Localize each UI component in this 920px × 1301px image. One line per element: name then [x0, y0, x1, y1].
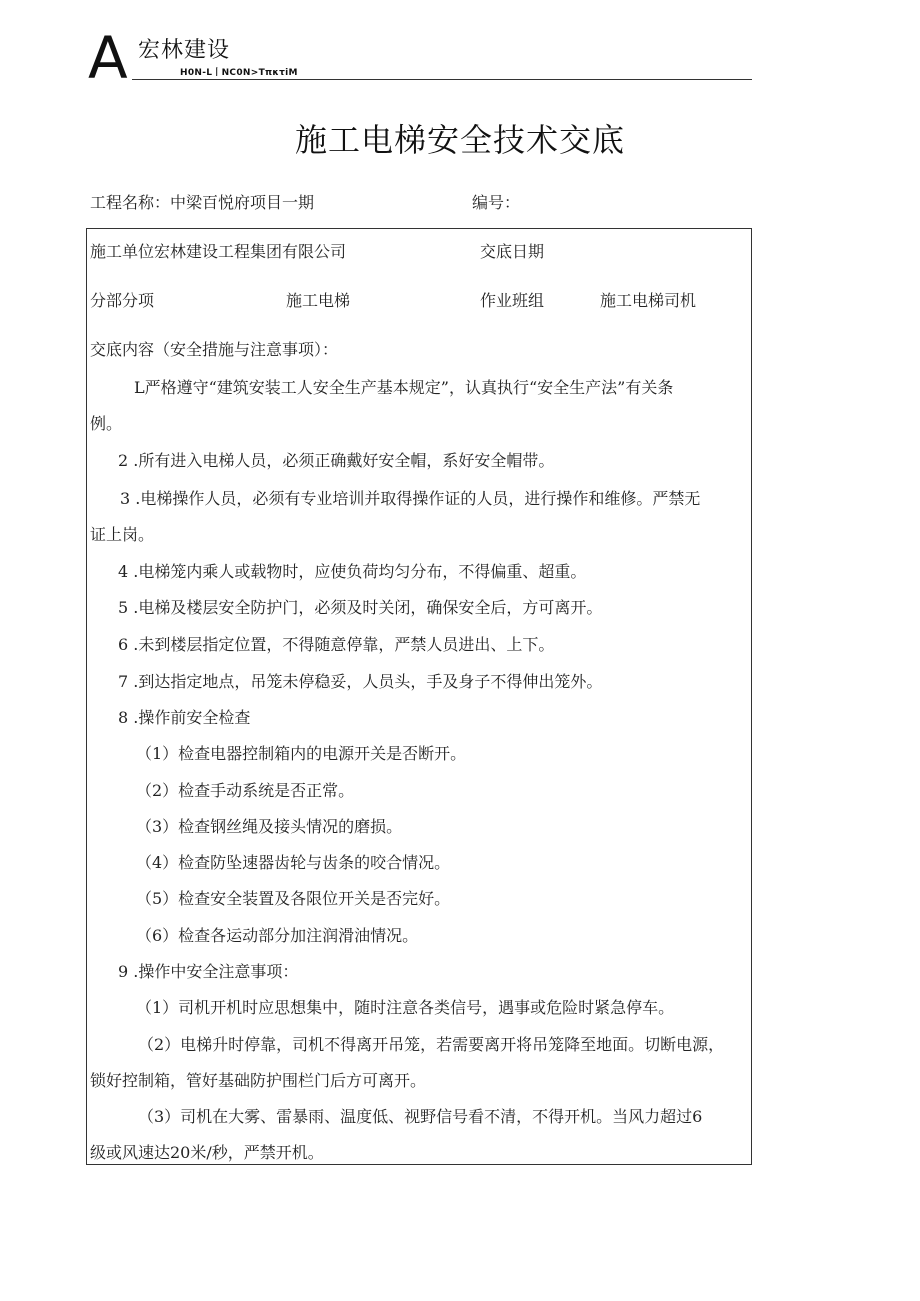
item-8: 8 .操作前安全检查: [118, 708, 251, 727]
item-8-4: （4）检查防坠速器齿轮与齿条的咬合情况。: [136, 853, 451, 872]
item-8-3: （3）检查钢丝绳及接头情况的磨损。: [136, 817, 403, 836]
item-8-2: （2）检查手动系统是否正常。: [136, 781, 355, 800]
item-1-cont: 例。: [90, 414, 123, 433]
item-9-3: （3）司机在大雾、雷暴雨、温度低、视野信号看不清，不得开机。当风力超过6: [138, 1107, 703, 1126]
item-1: L严格遵守“建筑安装工人安全生产基本规定”，认真执行“安全生产法”有关条: [134, 378, 674, 397]
company-name-en: H0N-L丨NC0N>TπκτiM: [180, 68, 298, 78]
item-9-2-cont: 锁好控制箱，管好基础防护围栏门后方可离开。: [90, 1071, 427, 1090]
disclosure-date-label: 交底日期: [480, 242, 545, 261]
item-8-1: （1）检查电器控制箱内的电源开关是否断开。: [136, 744, 467, 763]
item-7: 7 .到达指定地点，吊笼未停稳妥，人员头，手及身子不得伸出笼外。: [118, 672, 603, 691]
item-8-5: （5）检查安全装置及各限位开关是否完好。: [136, 889, 451, 908]
item-2: 2 .所有进入电梯人员，必须正确戴好安全帽，系好安全帽带。: [118, 451, 555, 470]
item-9-3-cont: 级或风速达20米/秒，严禁开机。: [90, 1143, 324, 1162]
company-name-cn: 宏林建设: [138, 38, 231, 63]
subitem-value: 施工电梯: [286, 291, 351, 310]
logo-letter: A: [88, 24, 128, 92]
subitem-label: 分部分项: [90, 291, 155, 310]
content-box: [86, 228, 752, 1165]
team-value: 施工电梯司机: [600, 291, 697, 310]
item-4: 4 .电梯笼内乘人或载物时，应使负荷均匀分布，不得偏重、超重。: [118, 562, 587, 581]
document-title: [0, 118, 840, 162]
item-3-cont: 证上岗。: [90, 525, 155, 544]
document-number: 编号：: [472, 193, 521, 212]
content-label: 交底内容（安全措施与注意事项）：: [90, 340, 339, 359]
item-9-1: （1）司机开机时应思想集中，随时注意各类信号，遇事或危险时紧急停车。: [136, 998, 675, 1017]
header-rule: [132, 79, 752, 80]
item-9-2: （2）电梯升时停靠，司机不得离开吊笼，若需要离开将吊笼降至地面。切断电源，: [138, 1035, 725, 1054]
team-label: 作业班组: [480, 291, 545, 310]
item-3: 3 .电梯操作人员，必须有专业培训并取得操作证的人员，进行操作和维修。严禁无: [120, 489, 701, 508]
document-title-text: 施工电梯安全技术交底: [294, 121, 625, 159]
item-6: 6 .未到楼层指定位置，不得随意停靠，严禁人员进出、上下。: [118, 635, 555, 654]
item-9: 9 .操作中安全注意事项：: [118, 962, 299, 981]
construction-unit: 施工单位宏林建设工程集团有限公司: [90, 242, 347, 261]
project-name: 工程名称：中梁百悦府项目一期: [90, 193, 315, 212]
item-8-6: （6）检查各运动部分加注润滑油情况。: [136, 926, 419, 945]
item-5: 5 .电梯及楼层安全防护门，必须及时关闭，确保安全后，方可离开。: [118, 598, 603, 617]
